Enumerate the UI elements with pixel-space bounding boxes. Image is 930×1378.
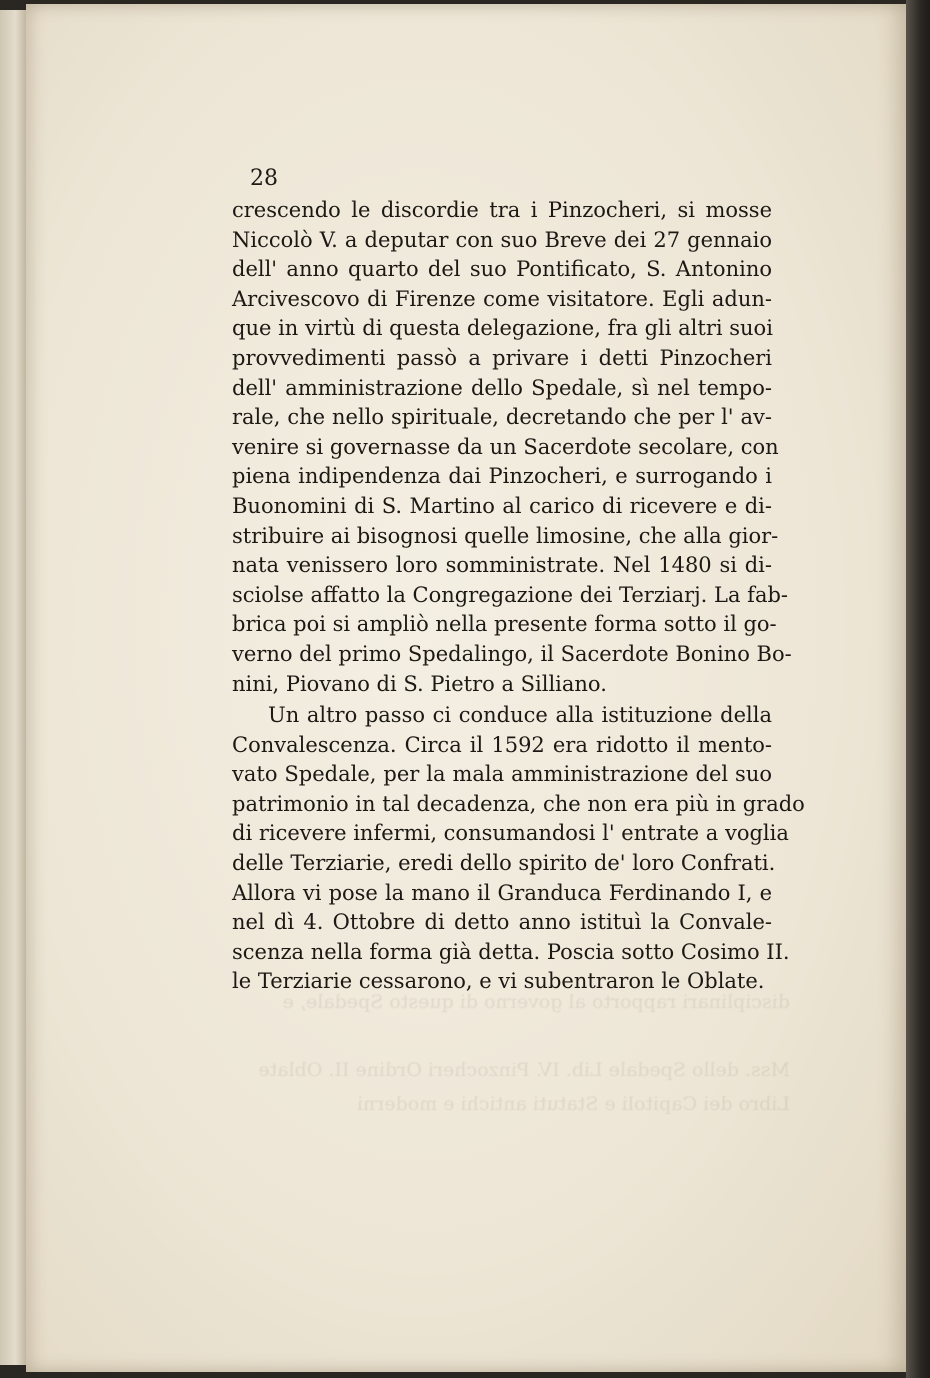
paragraph-2 xyxy=(232,701,805,997)
text-line: venire si governasse da un Sacerdote secolare, con xyxy=(232,434,779,459)
text-line: le Terziarie cessarono, e vi subentraron le Oblate. xyxy=(232,969,765,994)
text-line: dell' anno quarto del suo Pontificato, S. Antonino xyxy=(232,257,772,282)
text-line: patrimonio in tal decadenza, che non era più in grado xyxy=(232,791,805,816)
text-line: que in virtù di questa delegazione, fra gli altri suoi xyxy=(232,316,773,341)
text-line: nel dì 4. Ottobre di detto anno istituì la Convale- xyxy=(232,910,772,935)
page-number: 28 xyxy=(250,166,278,191)
text-line: piena indipendenza dai Pinzocheri, e surrogando i xyxy=(232,464,772,489)
text-line: delle Terziarie, eredi dello spirito de' loro Confrati. xyxy=(232,851,776,876)
text-line: Allora vi pose la mano il Granduca Ferdinando I, e xyxy=(232,880,772,905)
text-line: nini, Piovano di S. Pietro a Silliano. xyxy=(232,671,607,696)
text-line: crescendo le discordie tra i Pinzocheri, si mosse xyxy=(232,198,772,222)
text-line: provvedimenti passò a privare i detti Pinzocheri xyxy=(232,345,772,370)
text-line: stribuire ai bisognosi quelle limosine, che alla gior- xyxy=(232,523,779,548)
paragraph-1 xyxy=(232,196,792,699)
text-line: Arcivescovo di Firenze come visitatore. Egli adun- xyxy=(232,286,772,311)
text-line: nata venissero loro somministrate. Nel 1480 si di- xyxy=(232,553,772,578)
text-line: dell' amministrazione dello Spedale, sì nel tempo- xyxy=(232,375,772,400)
text-line: Buonomini di S. Martino al carico di ricevere e di- xyxy=(232,493,772,518)
text-line: Niccolò V. a deputar con suo Breve dei 27 gennaio xyxy=(232,227,772,252)
text-line: verno del primo Spedalingo, il Sacerdote Bonino Bo- xyxy=(232,641,792,666)
text-line: Un altro passo ci conduce alla istituzione della xyxy=(268,703,772,728)
text-line: rale, che nello spirituale, decretando che per l' av- xyxy=(232,405,772,430)
text-line: Convalescenza. Circa il 1592 era ridotto il mento- xyxy=(232,732,772,757)
binding-shadow xyxy=(906,0,930,1378)
text-line: brica poi si ampliò nella presente forma sotto il go- xyxy=(232,612,777,637)
body-text xyxy=(232,196,805,997)
text-line: di ricevere infermi, consumandosi l' entrate a voglia xyxy=(232,821,789,846)
text-line: sciolse affatto la Congregazione dei Terziarj. La fab- xyxy=(232,582,788,607)
text-line: vato Spedale, per la mala amministrazione del suo xyxy=(232,762,772,787)
text-line: scenza nella forma già detta. Poscia sotto Cosimo II. xyxy=(232,939,790,964)
